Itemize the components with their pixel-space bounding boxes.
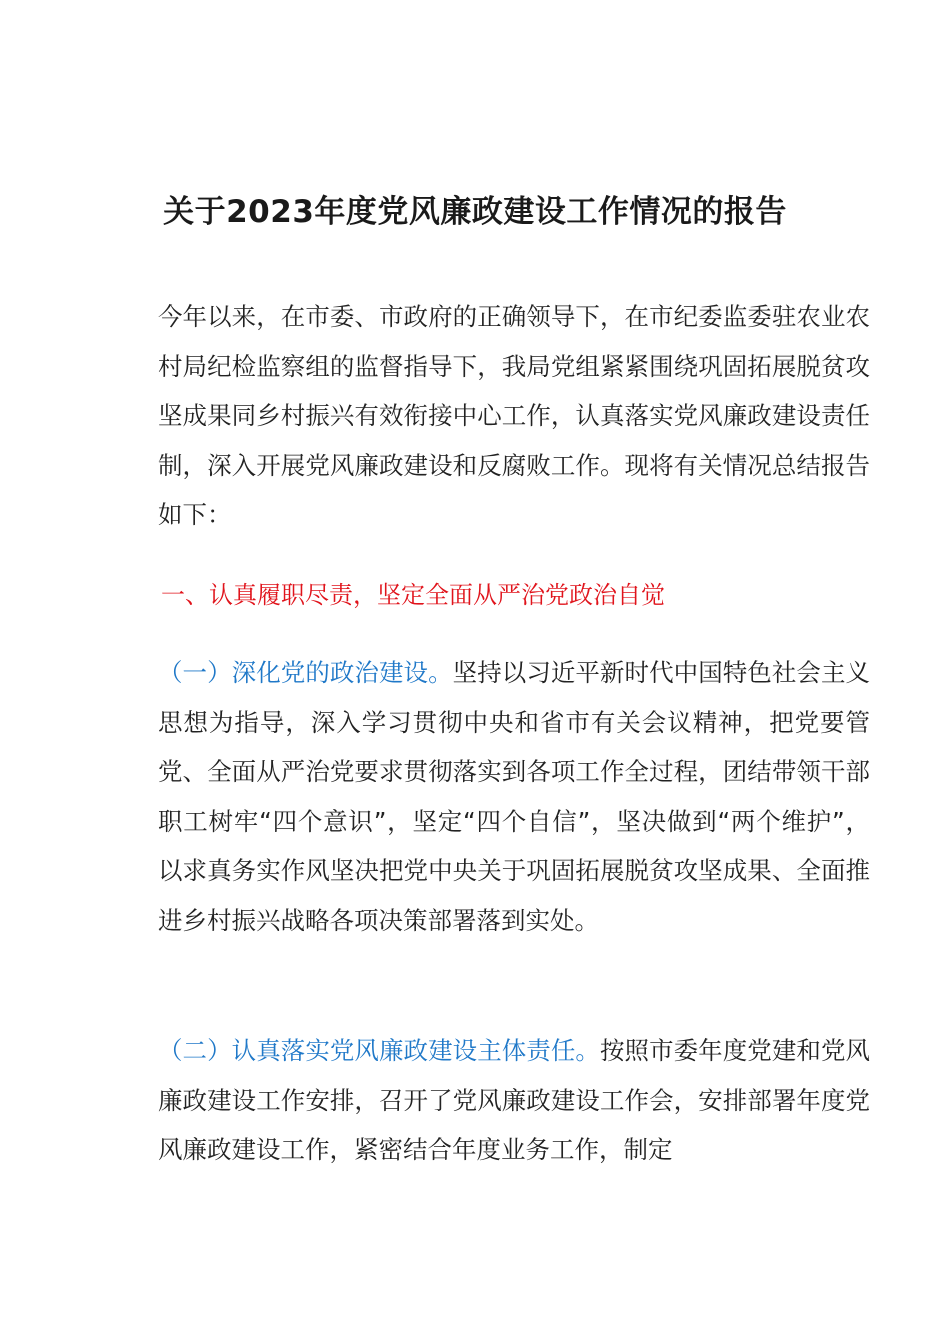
section-heading-1: 一、认真履职尽责，坚定全面从严治党政治自觉: [161, 581, 665, 609]
paragraph-body-1: 坚持以习近平新时代中国特色社会主义思想为指导，深入学习贯彻中央和省市有关会议精神，把党要管党、全面从严治党要求贯彻落实到各项工作全过程，团结带领干部职工树牢“四个意识”，坚定“四个自信”，坚决做到“两个维护”，以求真务实作风坚决把党中央关于巩固拓展脱贫攻坚成果、全面推进乡村振兴战略各项决策部署落到实处。: [158, 658, 871, 935]
document-title: 关于2023年度党风廉政建设工作情况的报告: [163, 194, 787, 230]
paragraph-item-1: [118, 648, 870, 945]
subheading-2: （二）认真落实党风廉政建设主体责任。: [158, 1036, 600, 1065]
paragraph-item-2: [118, 1026, 870, 1175]
intro-paragraph: 今年以来，在市委、市政府的正确领导下，在市纪委监委驻农业农村局纪检监察组的监督指导下，我局党组紧紧围绕巩固拓展脱贫攻坚成果同乡村振兴有效衔接中心工作，认真落实党风廉政建设责任制，深入开展党风廉政建设和反腐败工作。现将有关情况总结报告如下：: [158, 302, 870, 529]
paragraph-body-2: 按照市委年度党建和党风廉政建设工作安排，召开了党风廉政建设工作会，安排部署年度党风廉政建设工作，紧密结合年度业务工作，制定: [158, 1036, 871, 1164]
subheading-1: （一）深化党的政治建设。: [158, 658, 453, 687]
